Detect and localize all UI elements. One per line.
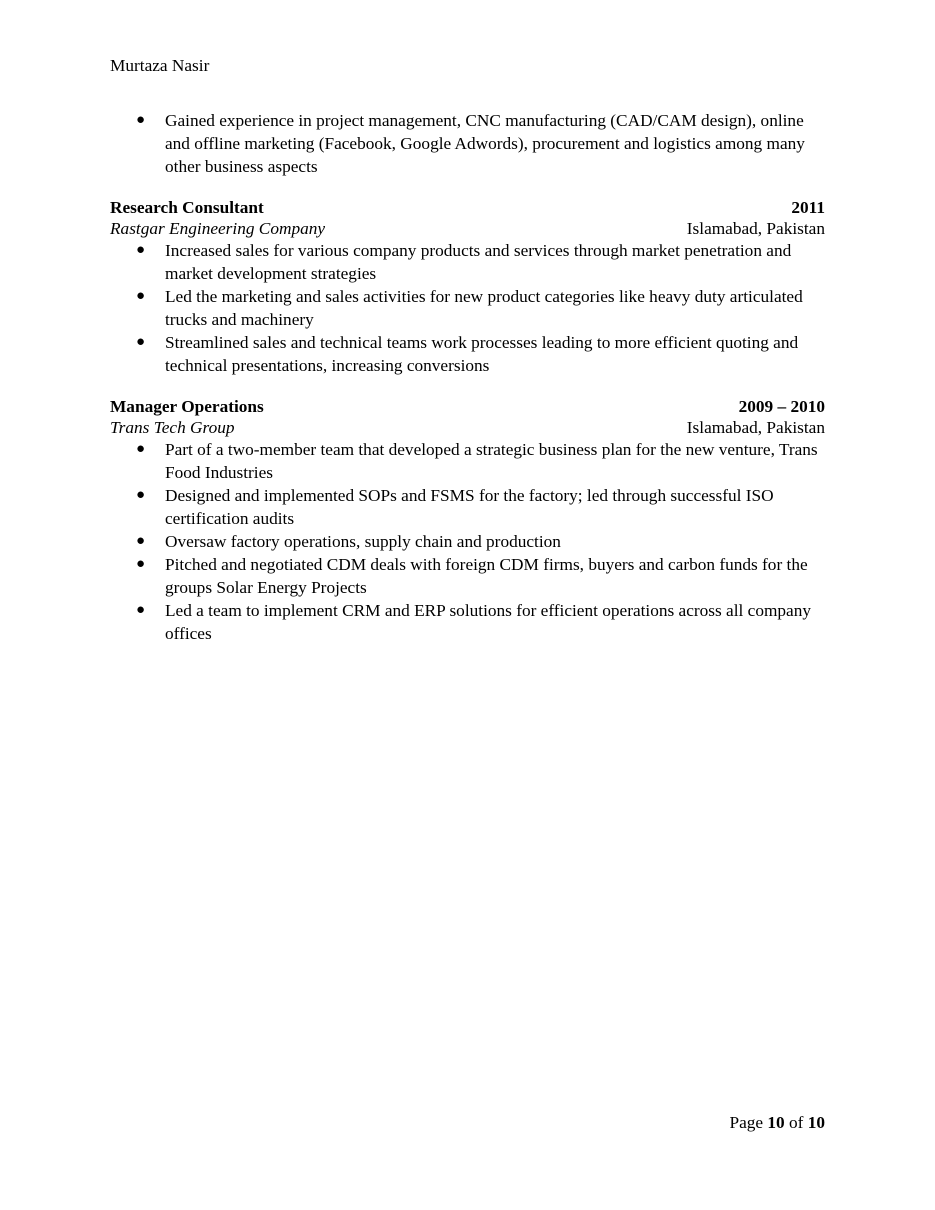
job-title: Manager Operations <box>110 397 264 416</box>
job-location: Islamabad, Pakistan <box>686 219 825 238</box>
job-header-row <box>110 396 825 417</box>
job-company-row <box>110 218 825 239</box>
bullet-icon: ● <box>136 602 146 618</box>
bullet-text: Gained experience in project management, CNC manufacturing (CAD/CAM design), online and offline marketing (Facebook, Google Adwords), procurement and logistics among many other business aspects <box>165 111 805 176</box>
page-number-footer <box>729 1111 825 1134</box>
bullet-icon: ● <box>136 242 146 258</box>
list-item <box>110 530 825 553</box>
job-header-row <box>110 197 825 218</box>
bullet-icon: ● <box>136 533 146 549</box>
list-item <box>110 553 825 599</box>
list-item <box>110 109 825 178</box>
bullet-text: Led a team to implement CRM and ERP solutions for efficient operations across all company offices <box>165 601 811 643</box>
bullet-text: Pitched and negotiated CDM deals with foreign CDM firms, buyers and carbon funds for the groups Solar Energy Projects <box>165 555 808 597</box>
intro-bullet-list <box>110 109 825 178</box>
bullet-text: Designed and implemented SOPs and FSMS for the factory; led through successful ISO certification audits <box>165 486 774 528</box>
job-date: 2009 – 2010 <box>738 397 825 416</box>
bullet-icon: ● <box>136 441 146 457</box>
page-word: Page <box>729 1113 764 1132</box>
job-bullet-list <box>110 239 825 377</box>
current-page-number: 10 <box>767 1113 785 1132</box>
job-bullet-list <box>110 438 825 645</box>
resume-content <box>110 109 825 645</box>
bullet-icon: ● <box>136 556 146 572</box>
job-company: Trans Tech Group <box>110 418 235 437</box>
job-company-row <box>110 417 825 438</box>
bullet-text: Part of a two-member team that developed a strategic business plan for the new venture, Trans Food Industries <box>165 440 818 482</box>
bullet-icon: ● <box>136 112 146 128</box>
bullet-text: Led the marketing and sales activities for new product categories like heavy duty articulated trucks and machinery <box>165 287 803 329</box>
bullet-text: Oversaw factory operations, supply chain and production <box>165 532 561 551</box>
list-item <box>110 331 825 377</box>
bullet-icon: ● <box>136 487 146 503</box>
bullet-icon: ● <box>136 334 146 350</box>
job-location: Islamabad, Pakistan <box>686 418 825 437</box>
page-header-name: Murtaza Nasir <box>110 56 210 75</box>
list-item <box>110 599 825 645</box>
bullet-icon: ● <box>136 288 146 304</box>
job-date: 2011 <box>791 198 825 217</box>
bullet-text: Streamlined sales and technical teams work processes leading to more efficient quoting and technical presentations, increasing conversions <box>165 333 799 375</box>
job-manager-operations <box>110 396 825 645</box>
list-item <box>110 239 825 285</box>
job-title: Research Consultant <box>110 198 264 217</box>
bullet-text: Increased sales for various company products and services through market penetration and market development strategies <box>165 241 792 283</box>
job-research-consultant <box>110 197 825 377</box>
job-company: Rastgar Engineering Company <box>110 219 326 238</box>
total-pages-number: 10 <box>807 1113 825 1132</box>
list-item <box>110 438 825 484</box>
list-item <box>110 285 825 331</box>
list-item <box>110 484 825 530</box>
of-word: of <box>788 1113 804 1132</box>
